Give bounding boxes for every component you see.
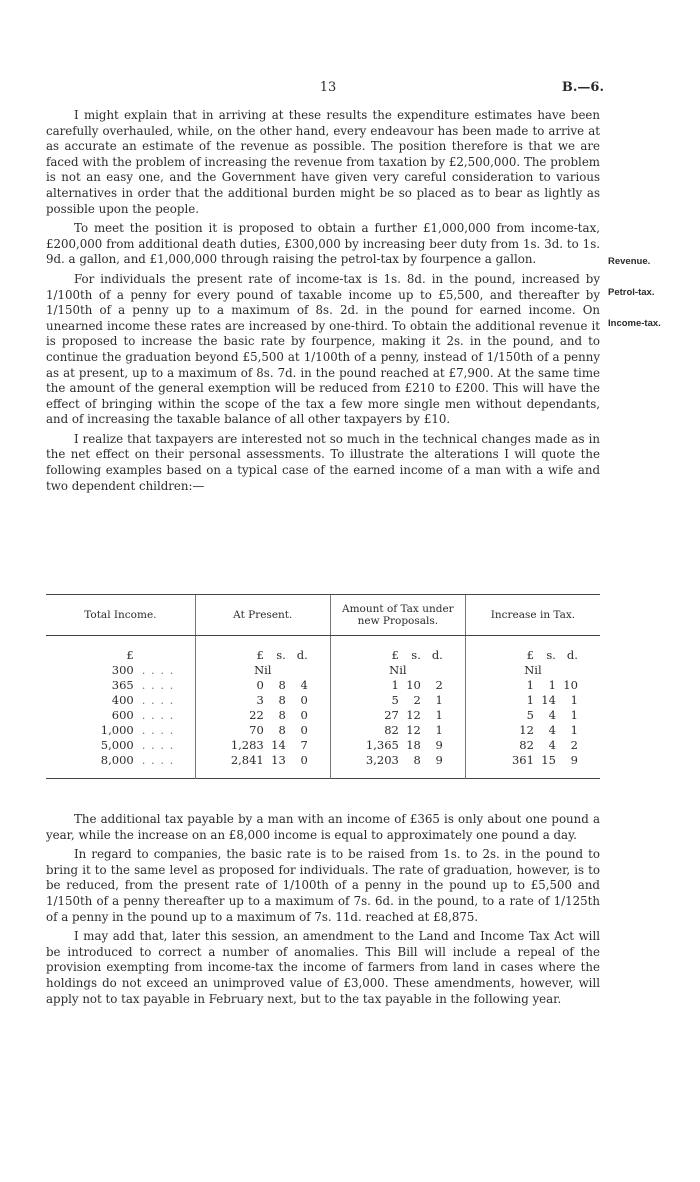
margin-note-petrol-tax: Petrol-tax. — [608, 287, 655, 298]
cell-total-income: 300 — [111, 663, 134, 677]
cell-present: 3 8 0 — [195, 693, 330, 708]
leader-dots: . . . . — [141, 693, 175, 707]
cell-present: 0 8 4 — [195, 678, 330, 693]
cell-increase: 361 15 9 — [465, 753, 600, 779]
paragraph-intro: I might explain that in arriving at these results the expenditure estimates have been carefully overhauled, while, on the other hand, every endeavour has been made to arrive at as accurate an estimate of the revenue as possible. The position therefore is that we are faced with the problem of increasing the revenue from taxation by £2,500,000. The problem is not an easy one, and the Government have given very careful consideration to various alternatives in order that the additional burden might be so placed as to bear as lightly as possible upon the people. — [46, 108, 600, 216]
cell-proposed: 27 12 1 — [330, 708, 465, 723]
cell-total-income: 5,000 — [100, 738, 134, 752]
header-new-proposals: Amount of Tax under new Proposals. — [330, 595, 465, 636]
tax-examples-table — [46, 594, 600, 779]
leader-dots: . . . . — [141, 663, 175, 677]
leader-dots: . . . . — [141, 708, 175, 722]
paragraph-examples-intro: I realize that taxpayers are interested not so much in the technical changes made as in the net effect on their personal assessments. To illustrate the alterations I will quote the following examples based on a typical case of the earned income of a man with a wife and two dependent children:— — [46, 431, 600, 493]
cell-proposed: 5 2 1 — [330, 693, 465, 708]
paragraph-companies: In regard to companies, the basic rate is to be raised from 1s. to 2s. in the pound to bring it to the same level as proposed for individuals. The rate of graduation, however, is to be reduced, from the present rate of 1/100th of a penny in the pound up to £5,500 and 1/150th of a penny thereafter up to a maximum of 7s. 6d. in the pound, to a rate of 1/125th of a penny in the pound up to a maximum of 7s. 11d. reached at £8,875. — [46, 847, 600, 924]
income-unit: £ — [126, 648, 134, 662]
table-row — [46, 678, 600, 693]
header-at-present: At Present. — [195, 595, 330, 636]
table-row — [46, 663, 600, 678]
page-number: 13 — [319, 80, 337, 95]
leader-dots: . . . . — [141, 753, 175, 767]
table-row — [46, 738, 600, 753]
leader-dots: . . . . — [141, 723, 175, 737]
cell-increase: 12 4 1 — [465, 723, 600, 738]
cell-present: 1,283 14 7 — [195, 738, 330, 753]
units-row — [46, 636, 600, 664]
cell-increase: 1 14 1 — [465, 693, 600, 708]
paragraph-income-tax: For individuals the present rate of income-tax is 1s. 8d. in the pound, increased by 1/100th of a penny for every pound of taxable income up to £5,500, and thereafter by 1/150th of a penny up to a maximum of 8s. 2d. in the pound for earned income. On unearned income these rates are increased by one-third. To obtain the additional revenue it is proposed to increase the basic rate by fourpence, making it 2s. in the pound, and to continue the graduation beyond £5,500 at 1/100th of a penny, instead of 1/150th of a penny as at present, up to a maximum of 8s. 7d. in the pound reached at £7,900. At the same time the amount of the general exemption will be reduced from £210 to £200. This will have the effect of bringing within the scope of the tax a few more single men without dependants, and of increasing the taxable balance of all other taxpayers by £10. — [46, 271, 600, 427]
present-units: £ s. d. — [195, 636, 330, 664]
increase-units: £ s. d. — [465, 636, 600, 664]
cell-increase: Nil — [465, 663, 600, 678]
cell-total-income: 400 — [111, 693, 134, 707]
cell-total-income: 8,000 — [100, 753, 134, 767]
table-row — [46, 708, 600, 723]
cell-proposed: Nil — [330, 663, 465, 678]
leader-dots: . . . . — [141, 678, 175, 692]
cell-present: 22 8 0 — [195, 708, 330, 723]
margin-note-income-tax: Income-tax. — [608, 318, 661, 329]
cell-proposed: 1,365 18 9 — [330, 738, 465, 753]
cell-present: 2,841 13 0 — [195, 753, 330, 779]
table-row — [46, 723, 600, 738]
cell-increase: 5 4 1 — [465, 708, 600, 723]
cell-total-income: 365 — [111, 678, 134, 692]
cell-present: Nil — [195, 663, 330, 678]
paragraph-additional-tax: The additional tax payable by a man with an income of £365 is only about one pound a year, while the increase on an £8,000 income is equal to approximately one pound a day. — [46, 812, 600, 842]
proposed-units: £ s. d. — [330, 636, 465, 664]
cell-present: 70 8 0 — [195, 723, 330, 738]
cell-total-income: 1,000 — [100, 723, 134, 737]
header-increase: Increase in Tax. — [465, 595, 600, 636]
table-row — [46, 693, 600, 708]
cell-increase: 1 1 10 — [465, 678, 600, 693]
cell-proposed: 82 12 1 — [330, 723, 465, 738]
header-total-income: Total Income. — [46, 595, 195, 636]
margin-note-revenue: Revenue. — [608, 256, 651, 267]
paragraph-amendment: I may add that, later this session, an amendment to the Land and Income Tax Act will be introduced to correct a number of anomalies. This Bill will include a repeal of the provision exempting from income-tax the income of farmers from land in cases where the holdings do not exceed an unimproved value of £3,000. These amendments, however, will apply not to tax payable in February next, but to the tax payable in the following year. — [46, 929, 600, 1006]
leader-dots: . . . . — [141, 738, 175, 752]
body-text-top — [46, 108, 600, 498]
body-text-bottom — [46, 812, 600, 1011]
cell-increase: 82 4 2 — [465, 738, 600, 753]
table-row — [46, 753, 600, 779]
cell-proposed: 3,203 8 9 — [330, 753, 465, 779]
cell-total-income: 600 — [111, 708, 134, 722]
table-header-row — [46, 595, 600, 636]
paragraph-revenue: To meet the position it is proposed to obtain a further £1,000,000 from income-tax, £200,000 from additional death duties, £300,000 by increasing beer duty from 1s. 3d. to 1s. 9d. a gallon, and £1,000,000 through raising the petrol-tax by fourpence a gallon. — [46, 221, 600, 267]
document-reference: B.—6. — [561, 80, 604, 95]
cell-proposed: 1 10 2 — [330, 678, 465, 693]
